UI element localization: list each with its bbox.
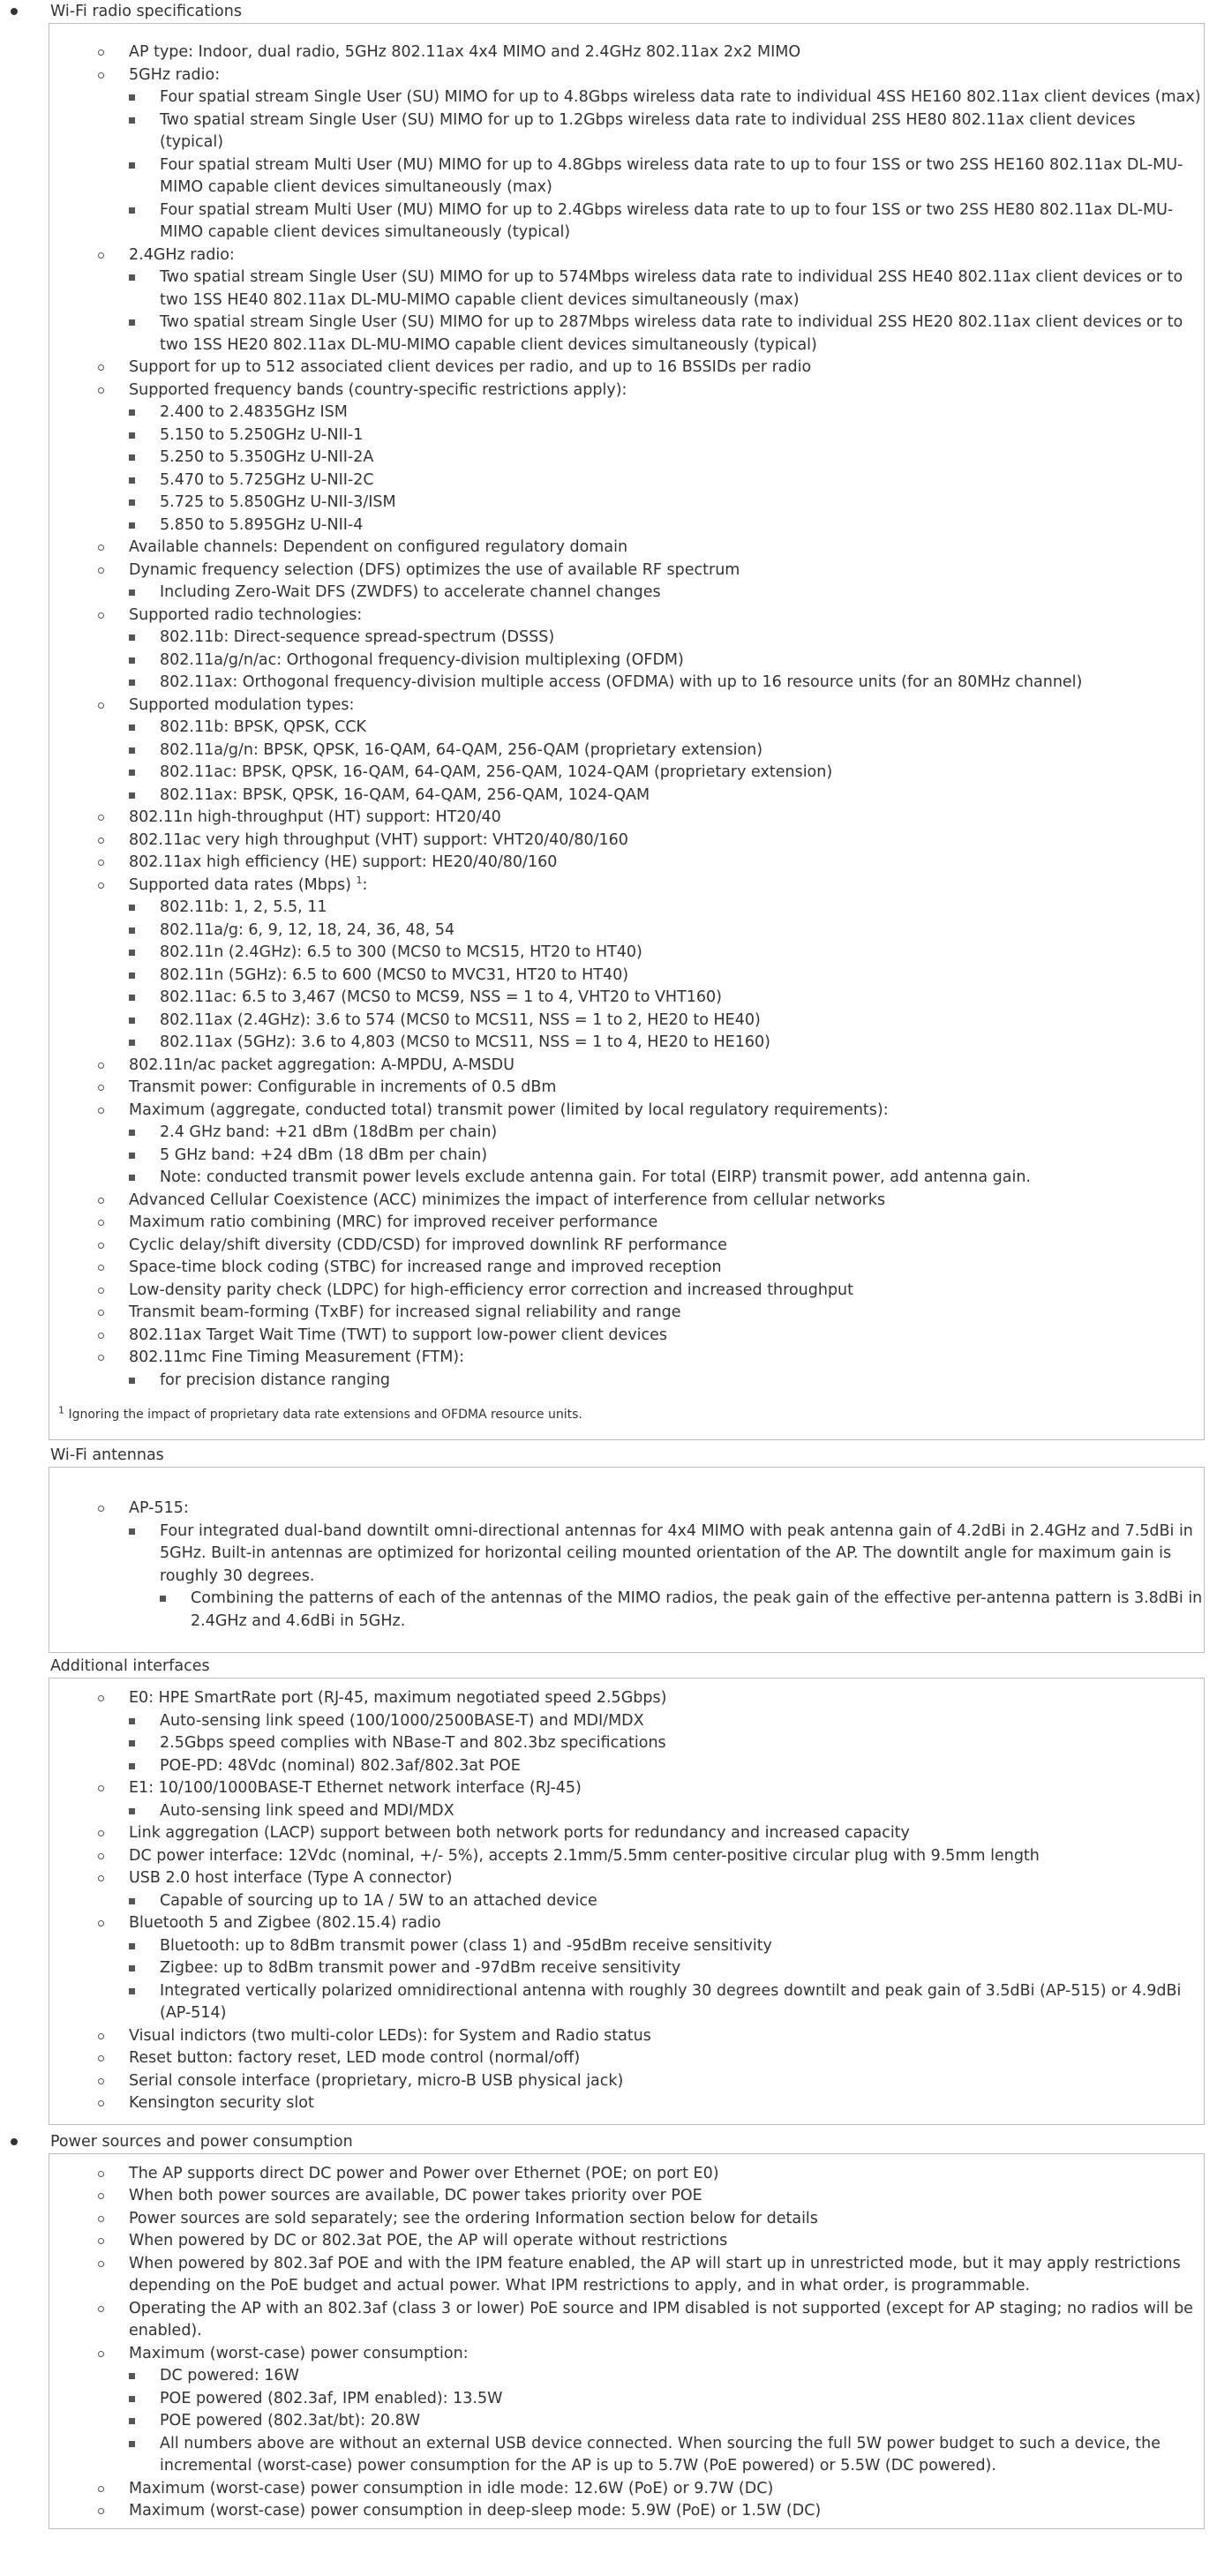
list-item xyxy=(49,1867,1204,1912)
sub-list-item xyxy=(129,1800,1204,1823)
power-spec-box xyxy=(49,2153,1205,2529)
list-item xyxy=(49,2208,1204,2231)
sub-item-text: 5.725 to 5.850GHz U-NII-3/ISM xyxy=(160,493,396,511)
sub-item-text: Zigbee: up to 8dBm transmit power and -97dBm receive sensitivity xyxy=(160,1959,681,1977)
item-text: USB 2.0 host interface (Type A connector) xyxy=(129,1869,453,1887)
sub-item-text: 5.150 to 5.250GHz U-NII-1 xyxy=(160,425,364,444)
list-item xyxy=(49,1777,1204,1822)
sub-list xyxy=(129,1521,1204,1633)
sub-item-text: 802.11b: BPSK, QPSK, CCK xyxy=(160,718,367,736)
radio-spec-box xyxy=(49,23,1205,1440)
list-item xyxy=(49,1325,1204,1348)
item-text: Power sources are sold separately; see the ordering Information section below for details xyxy=(129,2209,818,2227)
item-text: Serial console interface (proprietary, micro-B USB physical jack) xyxy=(129,2071,624,2090)
item-text: Maximum ratio combining (MRC) for improved receiver performance xyxy=(129,1213,658,1231)
item-text: AP type: Indoor, dual radio, 5GHz 802.11ax 4x4 MIMO and 2.4GHz 802.11ax 2x2 MIMO xyxy=(129,43,801,61)
sub-list-item xyxy=(129,987,1204,1010)
sub-list-item xyxy=(129,897,1204,920)
sub-list xyxy=(129,897,1204,1055)
list-item xyxy=(49,1498,1204,1633)
sub-list-item xyxy=(129,717,1204,740)
sub-item-text: 5.470 to 5.725GHz U-NII-2C xyxy=(160,470,374,489)
item-text: Available channels: Dependent on configured regulatory domain xyxy=(129,538,628,556)
sub-list xyxy=(129,1800,1204,1823)
item-text: Visual indictors (two multi-color LEDs): for System and Radio status xyxy=(129,2026,651,2045)
list-item xyxy=(49,1235,1204,1258)
item-text: E0: HPE SmartRate port (RJ-45, maximum negotiated speed 2.5Gbps) xyxy=(129,1689,667,1707)
sub-list-item xyxy=(129,402,1204,424)
item-text: 802.11ac very high throughput (VHT) support: VHT20/40/80/160 xyxy=(129,830,628,849)
list-item xyxy=(49,2478,1204,2501)
sub-list-item xyxy=(129,1957,1204,1980)
list-item xyxy=(49,695,1204,807)
list-item xyxy=(49,2163,1204,2186)
sub-list-item xyxy=(129,469,1204,492)
sub-item-text: 802.11a/g/n/ac: Orthogonal frequency-division multiplexing (OFDM) xyxy=(160,650,684,669)
sub-item-text: for precision distance ranging xyxy=(160,1371,391,1389)
item-text: Supported modulation types: xyxy=(129,695,355,714)
item-text: Kensington security slot xyxy=(129,2094,314,2112)
section-title-antennas: Wi-Fi antennas xyxy=(50,1446,164,1464)
bullet-icon xyxy=(11,8,18,15)
sub-list-item xyxy=(129,1710,1204,1733)
item-text: E1: 10/100/1000BASE-T Ethernet network interface (RJ-45) xyxy=(129,1779,582,1797)
sub-list-item xyxy=(129,920,1204,943)
sub-item-text: Two spatial stream Single User (SU) MIMO for up to 574Mbps wireless data rate to individual 2SS HE40 802.11ax client devices or to two 1SS HE40 802.11ax DL-MU-MIMO capable client devices simultaneously (max) xyxy=(160,268,1183,309)
section-title-power: Power sources and power consumption xyxy=(0,2130,1232,2153)
sub-list-item xyxy=(129,582,1204,605)
item-text: When powered by 802.3af POE and with the IPM feature enabled, the AP will start up in unrestricted mode, but it may apply restrictions depending on the PoE budget and actual power. What IPM restrictions to apply, and in what order, is programmable. xyxy=(129,2254,1181,2294)
item-text: Reset button: factory reset, LED mode control (normal/off) xyxy=(129,2049,581,2067)
list-item xyxy=(49,2343,1204,2478)
item-text: Supported frequency bands (country-specific restrictions apply): xyxy=(129,380,627,399)
item-text: When powered by DC or 802.3at POE, the AP will operate without restrictions xyxy=(129,2232,728,2249)
section-title-radio: Wi-Fi radio specifications xyxy=(0,0,1232,23)
list-item xyxy=(49,1302,1204,1325)
sub-list-item xyxy=(129,942,1204,965)
item-text: Supported radio technologies: xyxy=(129,605,363,624)
sub-item-text: POE powered (802.3at/bt): 20.8W xyxy=(160,2412,421,2430)
sub-item-text: 2.400 to 2.4835GHz ISM xyxy=(160,403,348,421)
sub-list-item xyxy=(129,1167,1204,1190)
list-item xyxy=(49,1687,1204,1777)
item-text: Support for up to 512 associated client devices per radio, and up to 16 BSSIDs per radio xyxy=(129,358,812,376)
sub-sub-item-text: Combining the patterns of each of the antennas of the MIMO radios, the peak gain of the effective per-antenna pattern is 3.8dBi in 2.4GHz and 4.6dBi in 5GHz. xyxy=(191,1589,1203,1630)
sub-list-item xyxy=(129,1980,1204,2025)
sub-item-text: POE powered (802.3af, IPM enabled): 13.5W xyxy=(160,2389,503,2407)
sub-item-text: Four spatial stream Single User (SU) MIMO for up to 4.8Gbps wireless data rate to individual 4SS HE160 802.11ax client devices (max) xyxy=(160,88,1201,106)
item-text: 802.11n/ac packet aggregation: A-MPDU, A-MSDU xyxy=(129,1055,515,1074)
sub-item-text: 802.11a/g: 6, 9, 12, 18, 24, 36, 48, 54 xyxy=(160,920,455,939)
sub-item-text: Four integrated dual-band downtilt omni-directional antennas for 4x4 MIMO with peak antenna gain of 4.2dBi in 2.4GHz and 7.5dBi in 5GHz. Built-in antennas are optimized for horizontal ceiling mounted orientation of the AP. The downtilt angle for maximum gain is roughly 30 degrees. xyxy=(160,1521,1193,1585)
sub-list-item xyxy=(129,199,1204,244)
sub-item-text: Including Zero-Wait DFS (ZWDFS) to accelerate channel changes xyxy=(160,583,661,601)
item-text: Supported data rates (Mbps) xyxy=(129,875,357,894)
sub-item-text: 802.11a/g/n: BPSK, QPSK, 16-QAM, 64-QAM, 256-QAM (proprietary extension) xyxy=(160,740,763,759)
sub-list-item xyxy=(129,785,1204,807)
sub-list-item xyxy=(129,1935,1204,1958)
sub-item-text: Four spatial stream Multi User (MU) MIMO for up to 4.8Gbps wireless data rate to up to four 1SS or two 2SS HE160 802.11ax DL-MU-MIMO capable client devices simultaneously (max) xyxy=(160,155,1183,196)
sub-item-text: 802.11ax: BPSK, QPSK, 16-QAM, 64-QAM, 256-QAM, 1024-QAM xyxy=(160,785,650,804)
sub-list-item xyxy=(129,627,1204,650)
sub-list-item xyxy=(129,1010,1204,1033)
sub-list xyxy=(129,627,1204,695)
sub-item-text: Auto-sensing link speed (100/1000/2500BASE-T) and MDI/MDX xyxy=(160,1711,644,1730)
list-item xyxy=(49,1055,1204,1078)
sub-item-text: 802.11b: 1, 2, 5.5, 11 xyxy=(160,898,327,916)
item-text: Link aggregation (LACP) support between both network ports for redundancy and increased capacity xyxy=(129,1824,910,1842)
sub-list-item xyxy=(129,2433,1204,2478)
sub-list-item xyxy=(129,312,1204,357)
sub-list xyxy=(129,2365,1204,2478)
sub-list xyxy=(129,1122,1204,1190)
sub-item-text: 802.11n (5GHz): 6.5 to 600 (MCS0 to MVC31, HT20 to HT40) xyxy=(160,965,629,984)
sub-item-text: Auto-sensing link speed and MDI/MDX xyxy=(160,1801,454,1820)
radio-spec-list xyxy=(49,41,1204,1392)
sub-list-item xyxy=(129,1890,1204,1913)
list-item xyxy=(49,2500,1204,2523)
list-item xyxy=(49,1077,1204,1100)
sub-item-text: Note: conducted transmit power levels exclude antenna gain. For total (EIRP) transmit power, add antenna gain. xyxy=(160,1168,1031,1186)
item-text: Operating the AP with an 802.3af (class 3 or lower) PoE source and IPM disabled is not supported (except for AP staging; no radios will be enabled). xyxy=(129,2299,1193,2339)
item-text: Bluetooth 5 and Zigbee (802.15.4) radio xyxy=(129,1914,441,1932)
list-item xyxy=(49,537,1204,560)
list-item xyxy=(49,2047,1204,2070)
list-item xyxy=(49,1280,1204,1303)
list-item xyxy=(49,244,1204,357)
sub-item-text: 2.5Gbps speed complies with NBase-T and 802.3bz specifications xyxy=(160,1734,666,1752)
sub-sub-list-item xyxy=(160,1588,1204,1633)
list-item xyxy=(49,1347,1204,1392)
bullet-icon xyxy=(11,2138,18,2145)
list-item xyxy=(49,852,1204,875)
sub-item-text: Bluetooth: up to 8dBm transmit power (class 1) and -95dBm receive sensitivity xyxy=(160,1936,772,1955)
item-text: When both power sources are available, DC power takes priority over POE xyxy=(129,2187,702,2204)
item-text: The AP supports direct DC power and Power over Ethernet (POE; on port E0) xyxy=(129,2164,719,2182)
sub-sub-list xyxy=(160,1588,1204,1633)
sub-list-item xyxy=(129,86,1204,109)
sub-list xyxy=(129,717,1204,807)
footnote: $^1$ Ignoring the impact of proprietary data rate extensions and OFDMA resource units. xyxy=(58,1404,582,1422)
sub-list-item xyxy=(129,740,1204,762)
list-item xyxy=(49,2298,1204,2343)
item-text: Maximum (worst-case) power consumption: xyxy=(129,2344,469,2362)
item-text: Dynamic frequency selection (DFS) optimizes the use of available RF spectrum xyxy=(129,560,740,579)
item-text: 802.11mc Fine Timing Measurement (FTM): xyxy=(129,1348,465,1366)
sub-item-text: 5.250 to 5.350GHz U-NII-2A xyxy=(160,448,374,466)
list-item xyxy=(49,1822,1204,1845)
sub-list-item xyxy=(129,672,1204,695)
sub-list-item xyxy=(129,965,1204,988)
sub-item-text: Four spatial stream Multi User (MU) MIMO for up to 2.4Gbps wireless data rate to up to four 1SS or two 2SS HE80 802.11ax DL-MU-MIMO capable client devices simultaneously (typical) xyxy=(160,200,1174,241)
sub-list-item xyxy=(129,109,1204,154)
sub-list-item xyxy=(129,1370,1204,1393)
item-text: AP-515: xyxy=(129,1499,189,1517)
list-item xyxy=(49,807,1204,830)
item-text: Space-time block coding (STBC) for increased range and improved reception xyxy=(129,1258,722,1276)
item-text: Transmit power: Configurable in increments of 0.5 dBm xyxy=(129,1078,557,1096)
interfaces-spec-list xyxy=(49,1687,1204,2115)
sub-item-text: 802.11ax: Orthogonal frequency-division multiple access (OFDMA) with up to 16 resource units (for an 80MHz channel) xyxy=(160,673,1083,691)
sub-list xyxy=(129,1935,1204,2025)
sub-list-item xyxy=(129,2365,1204,2388)
list-item xyxy=(49,41,1204,64)
sub-list-item xyxy=(129,1755,1204,1778)
sub-item-text: Capable of sourcing up to 1A / 5W to an attached device xyxy=(160,1891,597,1910)
list-item xyxy=(49,830,1204,852)
sub-list-item xyxy=(129,424,1204,447)
list-item xyxy=(49,605,1204,695)
sub-item-text: 802.11ac: BPSK, QPSK, 16-QAM, 64-QAM, 256-QAM, 1024-QAM (proprietary extension) xyxy=(160,763,833,781)
sub-list xyxy=(129,1370,1204,1393)
list-item xyxy=(49,1912,1204,2025)
sub-item-text: 802.11n (2.4GHz): 6.5 to 300 (MCS0 to MCS15, HT20 to HT40) xyxy=(160,943,642,961)
sub-list xyxy=(129,267,1204,357)
sub-item-text: 5 GHz band: +24 dBm (18 dBm per chain) xyxy=(160,1145,488,1164)
list-item xyxy=(49,1257,1204,1280)
sub-list-item xyxy=(129,514,1204,537)
sub-item-text: Integrated vertically polarized omnidirectional antenna with roughly 30 degrees downtilt and peak gain of 3.5dBi (AP-515) or 4.9dBi (AP-514) xyxy=(160,1981,1182,2022)
sub-item-text: 5.850 to 5.895GHz U-NII-4 xyxy=(160,515,364,534)
sub-list-item xyxy=(129,267,1204,312)
sub-list-item xyxy=(129,2410,1204,2433)
sub-item-text: DC powered: 16W xyxy=(160,2367,299,2384)
list-item xyxy=(49,357,1204,379)
sub-item-text: Two spatial stream Single User (SU) MIMO for up to 1.2Gbps wireless data rate to individual 2SS HE80 802.11ax client devices (typical) xyxy=(160,110,1136,151)
footnote-mark: 1 xyxy=(356,874,363,886)
item-text: Maximum (aggregate, conducted total) transmit power (limited by local regulatory requirements): xyxy=(129,1100,889,1119)
list-item xyxy=(49,560,1204,605)
sub-list-item xyxy=(129,1122,1204,1145)
list-item xyxy=(49,875,1204,1055)
item-text: 5GHz radio: xyxy=(129,65,221,84)
sub-item-text: 802.11ax (2.4GHz): 3.6 to 574 (MCS0 to MCS11, NSS = 1 to 2, HE20 to HE40) xyxy=(160,1010,761,1029)
sub-item-text: 2.4 GHz band: +21 dBm (18dBm per chain) xyxy=(160,1123,498,1141)
item-text: Maximum (worst-case) power consumption in idle mode: 12.6W (PoE) or 9.7W (DC) xyxy=(129,2479,774,2497)
list-item xyxy=(49,2230,1204,2253)
sub-list-item xyxy=(129,447,1204,469)
list-item xyxy=(49,1845,1204,1868)
antennas-spec-box xyxy=(49,1467,1205,1653)
list-item xyxy=(49,1190,1204,1213)
list-item xyxy=(49,2070,1204,2093)
power-spec-list xyxy=(49,2163,1204,2523)
item-text: 2.4GHz radio: xyxy=(129,245,235,264)
sub-list xyxy=(129,1890,1204,1913)
item-text: Cyclic delay/shift diversity (CDD/CSD) for improved downlink RF performance xyxy=(129,1235,727,1254)
sub-list-item xyxy=(129,762,1204,785)
section-title-interfaces: Additional interfaces xyxy=(50,1657,210,1675)
sub-list xyxy=(129,402,1204,537)
antennas-spec-list xyxy=(49,1498,1204,1633)
item-text: 802.11ax high efficiency (HE) support: HE20/40/80/160 xyxy=(129,853,558,871)
sub-item-text: 802.11ac: 6.5 to 3,467 (MCS0 to MCS9, NSS = 1 to 4, VHT20 to VHT160) xyxy=(160,988,723,1006)
sub-item-text: Two spatial stream Single User (SU) MIMO for up to 287Mbps wireless data rate to individual 2SS HE20 802.11ax client devices or to two 1SS HE20 802.11ax DL-MU-MIMO capable client devices simultaneously (typical) xyxy=(160,313,1183,354)
sub-item-text: 802.11ax (5GHz): 3.6 to 4,803 (MCS0 to MCS11, NSS = 1 to 4, HE20 to HE160) xyxy=(160,1033,770,1051)
sub-item-text: POE-PD: 48Vdc (nominal) 802.3af/802.3at POE xyxy=(160,1756,521,1775)
sub-list xyxy=(129,86,1204,244)
list-item xyxy=(49,2253,1204,2298)
item-text: Maximum (worst-case) power consumption in deep-sleep mode: 5.9W (PoE) or 1.5W (DC) xyxy=(129,2502,822,2520)
list-item xyxy=(49,1212,1204,1235)
item-text: Transmit beam-forming (TxBF) for increased signal reliability and range xyxy=(129,1303,681,1321)
item-text: 802.11n high-throughput (HT) support: HT20/40 xyxy=(129,808,501,826)
list-item xyxy=(49,379,1204,537)
item-text: DC power interface: 12Vdc (nominal, +/- 5%), accepts 2.1mm/5.5mm center-positive circular plug with 9.5mm length xyxy=(129,1846,1040,1865)
sub-list-item xyxy=(129,492,1204,514)
sub-list-item xyxy=(129,1032,1204,1055)
sub-list-item xyxy=(129,154,1204,199)
list-item xyxy=(49,2025,1204,2048)
list-item xyxy=(49,1100,1204,1190)
sub-item-text: All numbers above are without an external USB device connected. When sourcing the full 5W power budget to such a device, the incremental (worst-case) power consumption for the AP is up to 5.7W (PoE powered) or 5.5W (DC powered). xyxy=(160,2434,1161,2475)
sub-list-item xyxy=(129,2388,1204,2411)
item-text: 802.11ax Target Wait Time (TWT) to support low-power client devices xyxy=(129,1326,668,1344)
sub-list-item xyxy=(129,1145,1204,1168)
item-tail: : xyxy=(362,875,368,894)
sub-list xyxy=(129,582,1204,605)
sub-list-item xyxy=(129,650,1204,672)
list-item xyxy=(49,2185,1204,2208)
sub-list-item xyxy=(129,1732,1204,1755)
item-text: Advanced Cellular Coexistence (ACC) minimizes the impact of interference from cellular networks xyxy=(129,1190,886,1209)
sub-list xyxy=(129,1710,1204,1778)
interfaces-spec-box xyxy=(49,1678,1205,2125)
item-text: Low-density parity check (LDPC) for high-efficiency error correction and increased throughput xyxy=(129,1280,854,1299)
list-item xyxy=(49,64,1204,244)
list-item xyxy=(49,2092,1204,2115)
sub-list-item xyxy=(129,1521,1204,1633)
sub-item-text: 802.11b: Direct-sequence spread-spectrum (DSSS) xyxy=(160,628,555,646)
